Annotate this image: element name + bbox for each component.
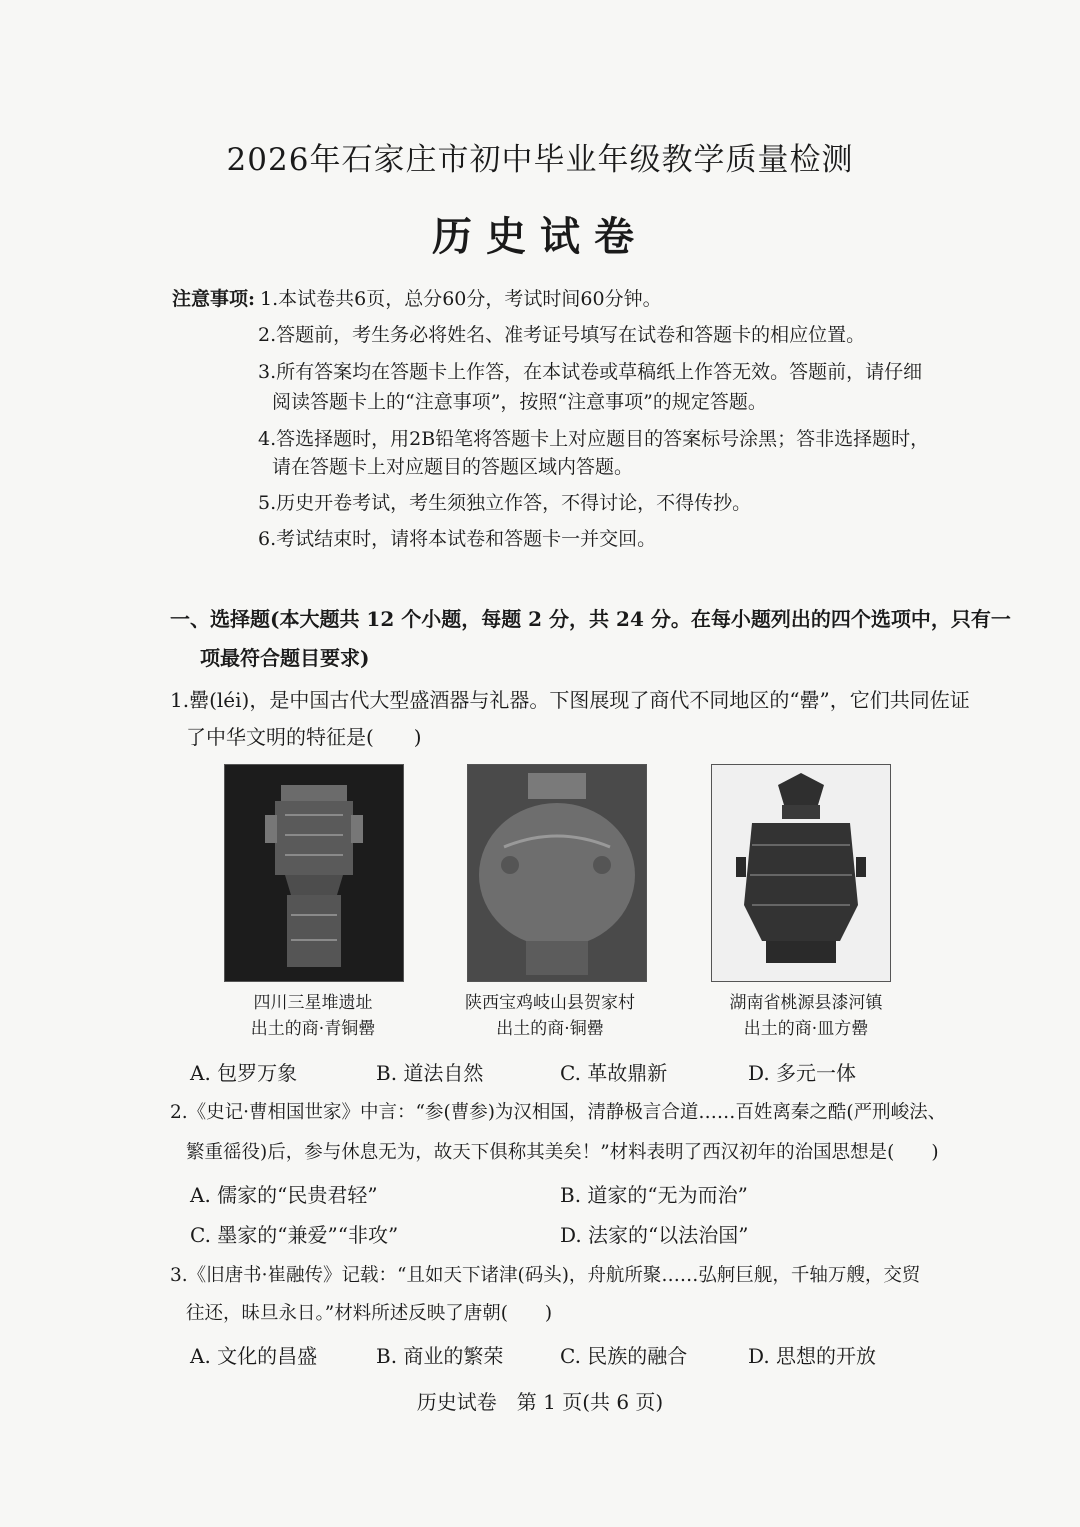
note-item: 4.答选择题时，用2B铅笔将答题卡上对应题目的答案标号涂黑；答非选择题时，	[258, 428, 930, 450]
caption-line: 陕西宝鸡岐山县贺家村	[465, 993, 635, 1013]
bronze-lei-photo-sanxingdui	[224, 764, 404, 982]
photo-caption	[686, 990, 926, 1042]
caption-line: 湖南省桃源县漆河镇	[729, 993, 883, 1013]
q1-option-a: A. 包罗万象	[190, 1061, 298, 1085]
question-3-text: 3.《旧唐书·崔融传》记载：“且如天下诸津(码头)，舟航所聚……弘舸巨舰，千轴万艘，交贸	[170, 1265, 921, 1286]
q2-option-c: C. 墨家的“兼爱”“非攻”	[190, 1223, 399, 1247]
photo-caption	[430, 990, 670, 1042]
q2-option-d: D. 法家的“以法治国”	[560, 1223, 749, 1247]
question-2-text: 2.《史记·曹相国世家》中言：“参(曹参)为汉相国，清静极言合道……百姓离秦之酷(严刑峻法、	[170, 1102, 947, 1123]
q1-option-b: B. 道法自然	[376, 1061, 484, 1085]
photo-caption	[193, 990, 433, 1042]
exam-subject: 历史试卷	[432, 213, 648, 260]
q1-option-c: C. 革故鼎新	[560, 1061, 668, 1085]
q2-option-b: B. 道家的“无为而治”	[560, 1183, 748, 1207]
note-item: 阅读答题卡上的“注意事项”，按照“注意事项”的规定答题。	[272, 391, 767, 413]
q3-option-d: D. 思想的开放	[748, 1344, 877, 1368]
note-item: 5.历史开卷考试，考生须独立作答，不得讨论，不得传抄。	[258, 492, 752, 514]
caption-line: 出土的商·铜罍	[496, 1019, 604, 1039]
note-item: 1.本试卷共6页，总分60分，考试时间60分钟。	[260, 288, 662, 310]
note-item: 2.答题前，考生务必将姓名、准考证号填写在试卷和答题卡的相应位置。	[258, 324, 866, 346]
q3-option-b: B. 商业的繁荣	[376, 1344, 504, 1368]
caption-line: 出土的商·青铜罍	[250, 1019, 376, 1039]
notes-label: 注意事项:	[172, 288, 256, 310]
question-1-text-cont: 了中华文明的特征是( )	[186, 725, 422, 749]
q3-option-c: C. 民族的融合	[560, 1344, 688, 1368]
page-footer: 历史试卷 第 1 页(共 6 页)	[416, 1390, 664, 1414]
note-item: 请在答题卡上对应题目的答题区域内答题。	[272, 456, 634, 478]
note-item: 6.考试结束时，请将本试卷和答题卡一并交回。	[258, 528, 657, 550]
caption-line: 出土的商·皿方罍	[743, 1019, 869, 1039]
question-3-text-cont: 往还，昧旦永日。”材料所述反映了唐朝( )	[186, 1303, 553, 1324]
bronze-lei-photo-qishan	[467, 764, 647, 982]
caption-line: 四川三星堆遗址	[253, 993, 373, 1013]
q3-option-a: A. 文化的昌盛	[190, 1344, 318, 1368]
bronze-lei-photo-taoyuan	[711, 764, 891, 982]
section-heading-cont: 项最符合题目要求)	[200, 646, 370, 670]
note-item: 3.所有答案均在答题卡上作答，在本试卷或草稿纸上作答无效。答题前，请仔细	[258, 361, 923, 383]
exam-title: 2026年石家庄市初中毕业年级教学质量检测	[226, 142, 854, 178]
question-2-text-cont: 繁重徭役)后，参与休息无为，故天下俱称其美矣！”材料表明了西汉初年的治国思想是( )	[186, 1142, 939, 1163]
section-heading: 一、选择题(本大题共 12 个小题，每题 2 分，共 24 分。在每小题列出的四个选项中，只有一	[170, 607, 1011, 631]
q2-option-a: A. 儒家的“民贵君轻”	[190, 1183, 378, 1207]
question-1-text: 1.罍(léi)，是中国古代大型盛酒器与礼器。下图展现了商代不同地区的“罍”，它们共同佐证	[170, 688, 970, 712]
q1-option-d: D. 多元一体	[748, 1061, 857, 1085]
